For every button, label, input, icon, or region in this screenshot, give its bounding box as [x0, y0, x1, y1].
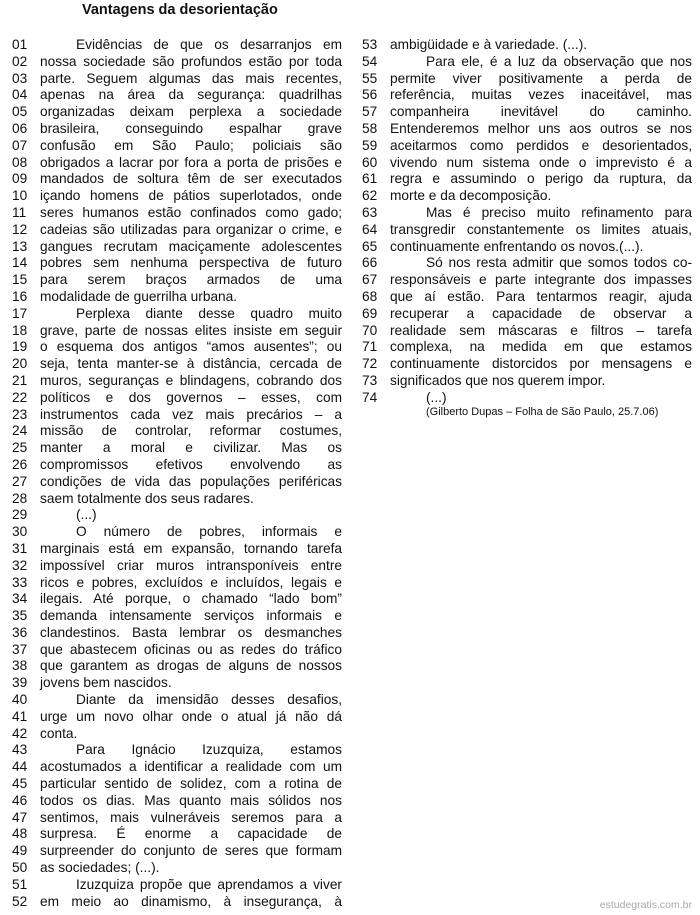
text-line [12, 793, 342, 810]
line-number: 49 [12, 843, 28, 859]
line-number: 43 [12, 742, 28, 758]
line-text: organizadas deixam perplexa a sociedade [40, 104, 342, 120]
text-line [12, 339, 342, 356]
line-text: instrumentos cada vez mais precários – a [40, 406, 342, 422]
text-line [12, 188, 342, 205]
line-text: continuamente enfrentando os novos.(...). [390, 238, 644, 254]
line-number: 26 [12, 456, 28, 472]
line-number: 54 [362, 53, 378, 69]
line-text: (...) [76, 507, 97, 523]
line-text: que aí estão. Para tentarmos reagir, ajuda [390, 288, 692, 304]
line-number: 23 [12, 406, 28, 422]
line-number: 69 [362, 305, 378, 321]
text-line [12, 205, 342, 222]
text-line [362, 121, 692, 138]
text-line [12, 810, 342, 827]
line-number: 46 [12, 792, 28, 808]
text-line [362, 171, 692, 188]
line-number: 37 [12, 641, 28, 657]
line-number: 71 [362, 339, 378, 355]
line-text: referência, muitas vezes inaceitável, mas [390, 87, 692, 103]
line-number: 73 [362, 372, 378, 388]
line-text: jovens bem nascidos. [40, 675, 172, 691]
line-number: 59 [362, 137, 378, 153]
line-number: 30 [12, 524, 28, 540]
line-text: confusão em São Paulo; policiais são [40, 137, 342, 153]
line-text: impossível criar muros intransponíveis entre [40, 557, 342, 573]
text-line [12, 877, 342, 894]
text-line [12, 608, 342, 625]
line-number: 67 [362, 272, 378, 288]
text-line [362, 104, 692, 121]
text-line [362, 155, 692, 172]
text-line [362, 323, 692, 340]
text-line [12, 323, 342, 340]
line-text: aceitarmos como perdidos e desorientados, [390, 137, 692, 153]
site-watermark: estudegratis.com.br [599, 899, 692, 911]
line-text: O número de pobres, informais e [76, 524, 342, 540]
text-line [12, 306, 342, 323]
line-number: 40 [12, 692, 28, 708]
line-text: acostumados a identificar a realidade com um [40, 759, 342, 775]
line-number: 32 [12, 557, 28, 573]
line-text: Para ele, é a luz da observação que nos [426, 53, 692, 69]
line-number: 19 [12, 339, 28, 355]
text-line [362, 188, 692, 205]
line-text: responsáveis e parte integrante dos impasses [390, 272, 692, 288]
text-line [362, 222, 692, 239]
line-text: que garantem as drogas de alguns de nossos [40, 658, 342, 674]
line-text: conta. [40, 725, 78, 741]
text-line [362, 373, 692, 390]
line-text: urge um novo olhar onde o atual já não dá [40, 708, 342, 724]
line-number: 24 [12, 423, 28, 439]
text-line [362, 255, 692, 272]
line-number: 12 [12, 221, 28, 237]
line-text: cadeias são utilizadas para organizar o crime, e [40, 221, 342, 237]
line-number: 05 [12, 104, 28, 120]
line-number: 21 [12, 372, 28, 388]
line-text: realidade sem máscaras e filtros – tarefa [390, 322, 692, 338]
line-text: modalidade de guerrilha urbana. [40, 288, 238, 304]
line-text: complexa, na medida em que estamos [390, 339, 692, 355]
line-number: 28 [12, 490, 28, 506]
line-text: em meio ao dinamismo, à insegurança, à [40, 893, 342, 909]
line-number: 14 [12, 255, 28, 271]
line-text: que abastecem oficinas ou as redes do tráfico [40, 641, 342, 657]
line-text: brasileira, conseguindo espalhar grave [40, 120, 342, 136]
text-line [362, 37, 692, 54]
line-text: nossa sociedade são profundos estão por toda [40, 53, 342, 69]
line-number: 66 [362, 255, 378, 271]
line-text: regra e assumindo o perigo da ruptura, da [390, 171, 692, 187]
line-text: companheira inevitável do caminho. [390, 104, 692, 120]
line-text: (...) [426, 389, 447, 405]
line-text: içando homens de pátios superlotados, onde [40, 188, 342, 204]
line-text: parte. Seguem algumas das mais recentes, [40, 70, 342, 86]
line-text: Mas é preciso muito refinamento para [426, 204, 692, 220]
line-number: 06 [12, 120, 28, 136]
article-title: Vantagens da desorientação [82, 2, 278, 18]
line-text: gangues recrutam maciçamente adolescentes [40, 238, 342, 254]
line-number: 56 [362, 87, 378, 103]
line-number: 10 [12, 188, 28, 204]
line-text: ambigüidade e à variedade. (...). [390, 37, 588, 52]
text-line [12, 474, 342, 491]
text-line [12, 860, 342, 877]
line-number: 01 [12, 37, 28, 52]
text-line [362, 356, 692, 373]
text-line [12, 575, 342, 592]
text-line [12, 289, 342, 306]
text-line [12, 255, 342, 272]
line-number: 63 [362, 204, 378, 220]
line-text: pobres sem nenhuma perspectiva de futuro [40, 255, 342, 271]
line-number: 74 [362, 389, 378, 405]
line-number: 09 [12, 171, 28, 187]
text-column-right [362, 37, 692, 407]
text-line [362, 87, 692, 104]
line-number: 51 [12, 876, 28, 892]
line-text: obrigados a lacrar por fora a porta de prisões e [40, 154, 342, 170]
text-line [12, 742, 342, 759]
text-line [12, 155, 342, 172]
line-text: permite viver positivamente a perda de [390, 70, 692, 86]
line-text: Perplexa diante desse quadro muito [76, 305, 342, 321]
line-text: saem totalmente dos seus radares. [40, 490, 254, 506]
line-text: continuamente distorcidos por mensagens e [390, 356, 692, 372]
line-text: para serem braços armados de uma [40, 272, 342, 288]
text-line [12, 591, 342, 608]
text-line [12, 894, 342, 911]
text-column-left [12, 37, 342, 910]
line-number: 61 [362, 171, 378, 187]
text-line [12, 272, 342, 289]
line-text: as sociedades; (...). [40, 860, 160, 876]
line-text: surpresa. É enorme a capacidade de [40, 826, 342, 842]
text-line [362, 306, 692, 323]
line-number: 39 [12, 675, 28, 691]
line-number: 45 [12, 776, 28, 792]
text-line [12, 658, 342, 675]
line-number: 08 [12, 154, 28, 170]
line-text: transgredir constantemente os limites atuais, [390, 221, 692, 237]
text-line [12, 826, 342, 843]
text-line [12, 71, 342, 88]
text-line [12, 373, 342, 390]
line-text: sentimos, mais vulneráveis seremos para a [40, 809, 342, 825]
text-line [12, 625, 342, 642]
line-text: vivendo num sistema onde o imprevisto é a [390, 154, 692, 170]
line-number: 18 [12, 322, 28, 338]
line-text: grave, parte de nossas elites insiste em seguir [40, 322, 342, 338]
text-line [12, 491, 342, 508]
line-text: Evidências de que os desarranjos em [76, 37, 342, 52]
line-text: manter a moral e civilizar. Mas os [40, 440, 342, 456]
line-number: 36 [12, 624, 28, 640]
text-line [12, 709, 342, 726]
line-number: 35 [12, 608, 28, 624]
line-text: condições de vida das populações periféricas [40, 473, 342, 489]
line-number: 41 [12, 708, 28, 724]
line-number: 15 [12, 272, 28, 288]
text-line [12, 37, 342, 54]
line-number: 60 [362, 154, 378, 170]
line-text: compromissos efetivos envolvendo as [40, 456, 342, 472]
line-number: 33 [12, 574, 28, 590]
line-number: 44 [12, 759, 28, 775]
line-text: muros, seguranças e blindagens, cobrando dos [40, 372, 342, 388]
line-text: surpreender do conjunto de seres que formam [40, 843, 342, 859]
line-number: 11 [12, 204, 27, 220]
line-text: Diante da imensidão desses desafios, [76, 692, 342, 708]
line-number: 38 [12, 658, 28, 674]
text-line [12, 171, 342, 188]
line-number: 48 [12, 826, 28, 842]
line-text: Izuzquiza propõe que aprendamos a viver [76, 876, 342, 892]
text-line [12, 121, 342, 138]
line-text: ricos e pobres, excluídos e incluídos, legais e [40, 574, 342, 590]
line-text: Para Ignácio Izuzquiza, estamos [76, 742, 342, 758]
text-line [12, 726, 342, 743]
text-line [12, 390, 342, 407]
line-number: 04 [12, 87, 28, 103]
line-text: ilegais. Até porque, o chamado “lado bom” [40, 591, 342, 607]
line-number: 16 [12, 288, 28, 304]
text-line [12, 356, 342, 373]
text-line [12, 675, 342, 692]
text-line [12, 558, 342, 575]
line-text: políticos e dos governos – esses, com [40, 389, 342, 405]
line-number: 57 [362, 104, 378, 120]
line-number: 34 [12, 591, 28, 607]
line-text: Entenderemos melhor uns aos outros se nos [390, 120, 692, 136]
text-line [362, 339, 692, 356]
line-number: 53 [362, 37, 378, 52]
line-number: 29 [12, 507, 28, 523]
line-text: seres humanos estão confinados como gado; [40, 204, 342, 220]
line-number: 25 [12, 440, 28, 456]
text-line [12, 54, 342, 71]
line-text: o esquema dos antigos “amos ausentes”; ou [40, 339, 342, 355]
line-number: 65 [362, 238, 378, 254]
line-number: 58 [362, 120, 378, 136]
line-text: seja, tenta manter-se à distância, cercada de [40, 356, 342, 372]
source-citation: (Gilberto Dupas – Folha de São Paulo, 25.7.06) [426, 406, 659, 418]
text-line [362, 390, 692, 407]
line-number: 70 [362, 322, 378, 338]
line-number: 72 [362, 356, 378, 372]
text-line [12, 541, 342, 558]
line-text: recuperar a capacidade de observar a [390, 305, 692, 321]
line-text: particular sentido de solidez, com a rotina de [40, 776, 342, 792]
line-text: morte e da decomposição. [390, 188, 552, 204]
text-line [12, 407, 342, 424]
text-line [362, 71, 692, 88]
text-line [12, 843, 342, 860]
line-number: 13 [12, 238, 28, 254]
text-line [12, 776, 342, 793]
text-line [12, 692, 342, 709]
line-number: 20 [12, 356, 28, 372]
line-number: 47 [12, 809, 28, 825]
line-text: Só nos resta admitir que somos todos co- [426, 255, 692, 271]
line-number: 55 [362, 70, 378, 86]
text-line [12, 440, 342, 457]
line-number: 27 [12, 473, 28, 489]
line-number: 07 [12, 137, 28, 153]
text-line [362, 289, 692, 306]
text-line [362, 205, 692, 222]
text-line [12, 642, 342, 659]
text-line [362, 239, 692, 256]
text-line [12, 524, 342, 541]
line-number: 68 [362, 288, 378, 304]
text-line [12, 239, 342, 256]
line-text: missão de controlar, reformar costumes, [40, 423, 342, 439]
line-number: 50 [12, 860, 28, 876]
line-number: 22 [12, 389, 28, 405]
line-text: todos os dias. Mas quanto mais sólidos nos [40, 792, 342, 808]
line-number: 31 [12, 540, 28, 556]
text-line [362, 138, 692, 155]
text-line [12, 759, 342, 776]
text-line [362, 272, 692, 289]
text-line [362, 54, 692, 71]
text-line [12, 222, 342, 239]
line-text: clandestinos. Basta lembrar os desmanches [40, 624, 342, 640]
line-text: significados que nos querem impor. [390, 372, 606, 388]
text-line [12, 138, 342, 155]
line-number: 52 [12, 893, 28, 909]
line-text: marginais está em expansão, tornando tarefa [40, 540, 342, 556]
line-text: mandados de soltura têm de ser executados [40, 171, 342, 187]
text-line [12, 87, 342, 104]
line-number: 03 [12, 70, 28, 86]
text-line [12, 104, 342, 121]
line-text: demanda intensamente serviços informais e [40, 608, 342, 624]
line-number: 64 [362, 221, 378, 237]
line-number: 17 [12, 305, 28, 321]
text-line [12, 507, 342, 524]
line-number: 02 [12, 53, 28, 69]
text-line [12, 457, 342, 474]
line-number: 62 [362, 188, 378, 204]
text-line [12, 423, 342, 440]
line-number: 42 [12, 725, 28, 741]
line-text: apenas na área da segurança: quadrilhas [40, 87, 342, 103]
